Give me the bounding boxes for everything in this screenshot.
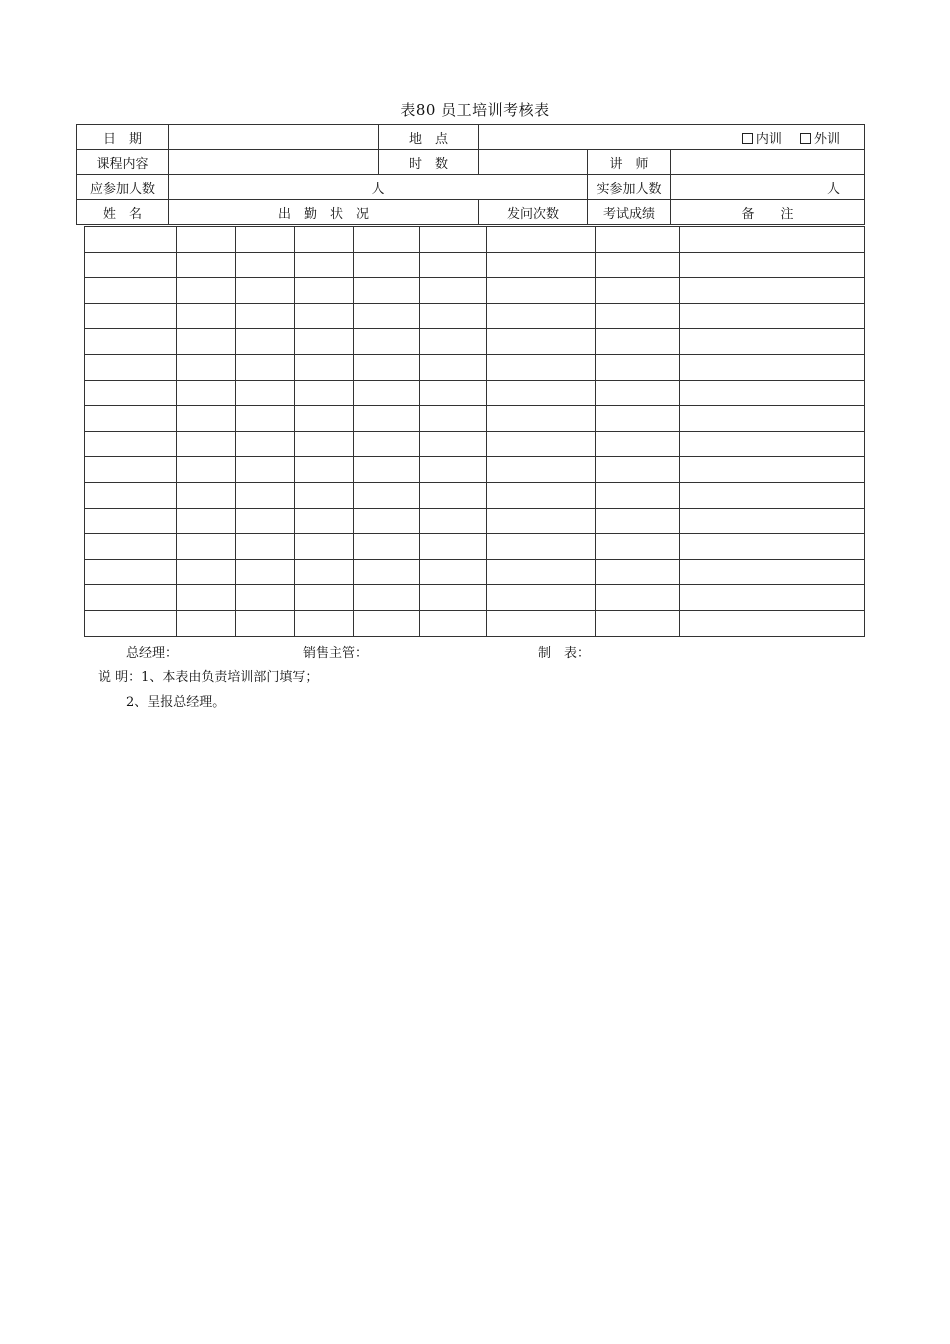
table-cell[interactable] — [354, 534, 420, 560]
table-cell[interactable] — [295, 585, 354, 611]
table-cell[interactable] — [596, 406, 680, 432]
table-cell[interactable] — [420, 610, 487, 636]
table-cell[interactable] — [85, 303, 177, 329]
table-cell[interactable] — [295, 354, 354, 380]
table-cell[interactable] — [295, 227, 354, 253]
table-cell[interactable] — [487, 610, 596, 636]
location-field[interactable] — [479, 125, 865, 150]
table-cell[interactable] — [487, 354, 596, 380]
table-row — [85, 252, 865, 278]
table-cell[interactable] — [487, 534, 596, 560]
table-cell[interactable] — [236, 278, 295, 304]
table-cell[interactable] — [177, 585, 236, 611]
table-cell[interactable] — [236, 354, 295, 380]
table-row — [85, 380, 865, 406]
table-row — [85, 278, 865, 304]
table-cell[interactable] — [487, 252, 596, 278]
note-line-1: 说 明：1、本表由负责培训部门填写； — [98, 670, 319, 685]
table-cell[interactable] — [85, 457, 177, 483]
table-row — [85, 559, 865, 585]
table-cell[interactable] — [420, 585, 487, 611]
table-cell[interactable] — [680, 406, 865, 432]
internal-training-option[interactable] — [742, 132, 786, 147]
table-cell[interactable] — [354, 329, 420, 355]
lecturer-label: 讲 师 — [588, 150, 671, 175]
table-cell[interactable] — [596, 508, 680, 534]
table-cell[interactable] — [487, 329, 596, 355]
table-cell[interactable] — [236, 329, 295, 355]
table-cell[interactable] — [420, 534, 487, 560]
table-cell[interactable] — [295, 278, 354, 304]
table-cell[interactable] — [680, 329, 865, 355]
table-cell[interactable] — [680, 482, 865, 508]
table-cell[interactable] — [85, 431, 177, 457]
table-cell[interactable] — [177, 329, 236, 355]
table-cell[interactable] — [236, 380, 295, 406]
table-cell[interactable] — [354, 354, 420, 380]
table-cell[interactable] — [487, 482, 596, 508]
table-cell[interactable] — [680, 380, 865, 406]
form-maker-signature: 制 表： — [538, 646, 591, 661]
header-row-course — [77, 150, 865, 175]
table-cell[interactable] — [420, 406, 487, 432]
hours-field[interactable] — [479, 150, 588, 175]
table-cell[interactable] — [487, 278, 596, 304]
table-cell[interactable] — [354, 559, 420, 585]
table-cell[interactable] — [596, 354, 680, 380]
table-cell[interactable] — [295, 252, 354, 278]
expected-attendees-field[interactable] — [169, 175, 588, 200]
table-row — [85, 482, 865, 508]
table-cell[interactable] — [487, 406, 596, 432]
table-cell[interactable] — [596, 278, 680, 304]
table-cell[interactable] — [420, 354, 487, 380]
table-cell[interactable] — [177, 457, 236, 483]
table-cell[interactable] — [85, 278, 177, 304]
table-cell[interactable] — [420, 559, 487, 585]
table-cell[interactable] — [487, 431, 596, 457]
course-field[interactable] — [169, 150, 379, 175]
table-cell[interactable] — [236, 534, 295, 560]
table-cell[interactable] — [295, 508, 354, 534]
name-column-header: 姓 名 — [77, 200, 169, 225]
table-cell[interactable] — [420, 380, 487, 406]
table-cell[interactable] — [354, 585, 420, 611]
table-cell[interactable] — [354, 406, 420, 432]
table-cell[interactable] — [354, 610, 420, 636]
table-cell[interactable] — [85, 380, 177, 406]
hours-label: 时 数 — [379, 150, 479, 175]
header-row-date — [77, 125, 865, 150]
table-cell[interactable] — [177, 610, 236, 636]
table-cell[interactable] — [177, 534, 236, 560]
attendance-column-header: 出 勤 状 况 — [169, 200, 479, 225]
table-cell[interactable] — [85, 559, 177, 585]
table-cell[interactable] — [487, 457, 596, 483]
table-cell[interactable] — [354, 380, 420, 406]
table-row — [85, 303, 865, 329]
table-cell[interactable] — [680, 559, 865, 585]
table-cell[interactable] — [177, 303, 236, 329]
table-cell[interactable] — [236, 303, 295, 329]
table-cell[interactable] — [236, 406, 295, 432]
general-manager-signature: 总经理： — [126, 646, 179, 661]
table-cell[interactable] — [236, 227, 295, 253]
actual-attendees-field[interactable] — [671, 175, 865, 200]
external-checkbox[interactable] — [800, 133, 811, 144]
table-row — [85, 329, 865, 355]
table-cell[interactable] — [295, 380, 354, 406]
table-row — [85, 431, 865, 457]
questions-column-header: 发问次数 — [479, 200, 588, 225]
table-cell[interactable] — [420, 278, 487, 304]
note-line-2: 2、呈报总经理。 — [126, 695, 226, 710]
table-cell[interactable] — [354, 303, 420, 329]
score-column-header: 考试成绩 — [588, 200, 671, 225]
table-cell[interactable] — [236, 252, 295, 278]
record-grid — [84, 226, 865, 637]
sales-supervisor-signature: 销售主管： — [303, 646, 369, 661]
table-row — [85, 610, 865, 636]
table-cell[interactable] — [680, 508, 865, 534]
table-cell[interactable] — [85, 329, 177, 355]
table-cell[interactable] — [236, 508, 295, 534]
table-cell[interactable] — [177, 482, 236, 508]
table-cell[interactable] — [295, 431, 354, 457]
table-cell[interactable] — [420, 457, 487, 483]
table-cell[interactable] — [177, 431, 236, 457]
table-cell[interactable] — [487, 508, 596, 534]
table-cell[interactable] — [295, 457, 354, 483]
table-cell[interactable] — [177, 252, 236, 278]
internal-checkbox[interactable] — [742, 133, 753, 144]
table-row — [85, 585, 865, 611]
course-label: 课程内容 — [77, 150, 169, 175]
date-label: 日 期 — [77, 125, 169, 150]
table-cell[interactable] — [420, 303, 487, 329]
table-cell[interactable] — [680, 431, 865, 457]
table-cell[interactable] — [177, 354, 236, 380]
table-cell[interactable] — [236, 457, 295, 483]
table-cell[interactable] — [420, 431, 487, 457]
table-cell[interactable] — [85, 585, 177, 611]
table-row — [85, 508, 865, 534]
table-row — [85, 534, 865, 560]
table-cell[interactable] — [596, 534, 680, 560]
table-cell[interactable] — [177, 380, 236, 406]
table-cell[interactable] — [680, 534, 865, 560]
table-cell[interactable] — [354, 278, 420, 304]
table-cell[interactable] — [680, 303, 865, 329]
table-cell[interactable] — [596, 559, 680, 585]
table-cell[interactable] — [236, 431, 295, 457]
table-cell[interactable] — [85, 227, 177, 253]
table-cell[interactable] — [596, 329, 680, 355]
table-row — [85, 227, 865, 253]
table-cell[interactable] — [487, 303, 596, 329]
table-cell[interactable] — [596, 380, 680, 406]
table-cell[interactable] — [236, 559, 295, 585]
table-cell[interactable] — [236, 482, 295, 508]
table-cell[interactable] — [85, 534, 177, 560]
table-cell[interactable] — [295, 482, 354, 508]
table-cell[interactable] — [420, 329, 487, 355]
header-table — [76, 124, 865, 225]
table-cell[interactable] — [295, 559, 354, 585]
table-cell[interactable] — [177, 278, 236, 304]
table-cell[interactable] — [680, 585, 865, 611]
table-cell[interactable] — [354, 252, 420, 278]
table-cell[interactable] — [680, 354, 865, 380]
table-cell[interactable] — [295, 406, 354, 432]
table-cell[interactable] — [420, 482, 487, 508]
table-cell[interactable] — [295, 329, 354, 355]
table-cell[interactable] — [596, 585, 680, 611]
table-row — [85, 354, 865, 380]
table-cell[interactable] — [354, 508, 420, 534]
table-cell[interactable] — [680, 610, 865, 636]
table-cell[interactable] — [354, 227, 420, 253]
table-cell[interactable] — [596, 227, 680, 253]
table-cell[interactable] — [295, 610, 354, 636]
header-row-attendees — [77, 175, 865, 200]
table-cell[interactable] — [85, 354, 177, 380]
table-cell[interactable] — [177, 227, 236, 253]
table-row — [85, 457, 865, 483]
table-row — [85, 406, 865, 432]
table-cell[interactable] — [85, 508, 177, 534]
table-cell[interactable] — [596, 303, 680, 329]
table-cell[interactable] — [487, 380, 596, 406]
table-cell[interactable] — [354, 457, 420, 483]
table-cell[interactable] — [85, 406, 177, 432]
table-cell[interactable] — [420, 227, 487, 253]
expected-unit: 人 — [371, 181, 385, 197]
column-header-row — [77, 200, 865, 225]
table-cell[interactable] — [354, 482, 420, 508]
internal-label: 内训 — [755, 131, 782, 147]
table-cell[interactable] — [295, 303, 354, 329]
expected-attendees-label: 应参加人数 — [77, 175, 169, 200]
table-cell[interactable] — [295, 534, 354, 560]
location-label: 地 点 — [379, 125, 479, 150]
table-cell[interactable] — [487, 585, 596, 611]
table-cell[interactable] — [85, 610, 177, 636]
table-cell[interactable] — [177, 508, 236, 534]
table-cell[interactable] — [596, 482, 680, 508]
table-cell[interactable] — [487, 227, 596, 253]
table-cell[interactable] — [354, 431, 420, 457]
table-cell[interactable] — [596, 457, 680, 483]
actual-attendees-label: 实参加人数 — [588, 175, 671, 200]
table-cell[interactable] — [680, 252, 865, 278]
table-cell[interactable] — [596, 252, 680, 278]
table-cell[interactable] — [85, 482, 177, 508]
table-cell[interactable] — [420, 252, 487, 278]
table-cell[interactable] — [420, 508, 487, 534]
table-cell[interactable] — [680, 227, 865, 253]
table-cell[interactable] — [596, 431, 680, 457]
table-cell[interactable] — [177, 559, 236, 585]
actual-unit: 人 — [827, 181, 841, 197]
table-cell[interactable] — [596, 610, 680, 636]
table-cell[interactable] — [487, 559, 596, 585]
table-cell[interactable] — [680, 457, 865, 483]
remark-column-header: 备 注 — [671, 200, 865, 225]
page-title: 表80 员工培训考核表 — [400, 101, 550, 119]
table-cell[interactable] — [236, 610, 295, 636]
lecturer-field[interactable] — [671, 150, 865, 175]
table-cell[interactable] — [236, 585, 295, 611]
table-cell[interactable] — [177, 406, 236, 432]
table-cell[interactable] — [85, 252, 177, 278]
external-label: 外训 — [814, 131, 841, 147]
table-cell[interactable] — [680, 278, 865, 304]
date-field[interactable] — [169, 125, 379, 150]
external-training-option[interactable] — [800, 132, 840, 147]
